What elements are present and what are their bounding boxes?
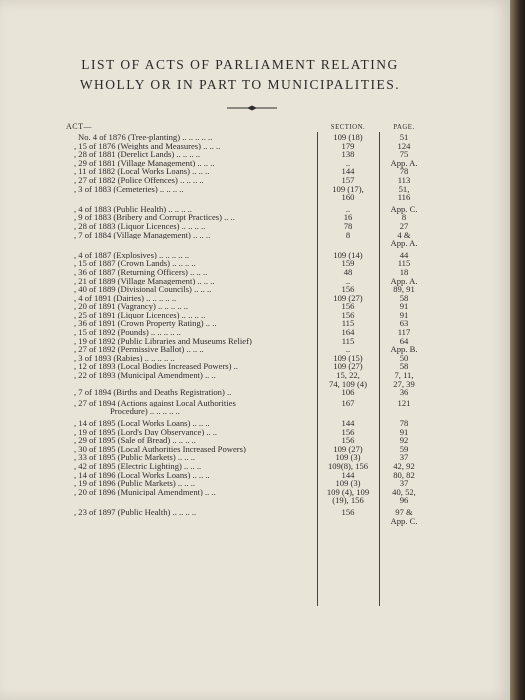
act-cell: , 21 of 1889 (Village Management) .. .. .. — [74, 276, 215, 286]
page-cell: 117 — [397, 327, 411, 338]
act-cell: , 36 of 1887 (Returning Officers) .. .. .. — [74, 267, 208, 277]
page-cell: App. A. — [390, 157, 418, 168]
table-row — [64, 453, 434, 462]
act-cell: , 27 of 1882 (Police Offences) .. .. .. .. — [74, 175, 204, 185]
page-cell: 7, 11, — [394, 370, 414, 381]
page-cell: 89, 91 — [393, 284, 415, 295]
page-cell: 58 — [399, 292, 409, 303]
page-cell: 124 — [397, 140, 411, 151]
act-cell: , 14 of 1895 (Local Works Loans) .. .. .. — [74, 419, 210, 428]
section-cell: .. — [345, 157, 351, 168]
act-cell: , 23 of 1897 (Public Health) .. .. .. .. — [74, 507, 197, 517]
table-row — [64, 354, 434, 363]
section-cell: 156 — [341, 301, 355, 312]
section-cell: 160 — [341, 192, 355, 203]
table-row — [64, 471, 434, 480]
page-cell: 91 — [399, 301, 409, 312]
section-cell: 144 — [341, 418, 355, 428]
page-cell: 37 — [399, 478, 409, 489]
section-cell: 109 (18) — [333, 132, 363, 142]
section-cell: 74, 109 (4) — [329, 378, 367, 389]
act-cell: , 30 of 1895 (Local Authorities Increased Powers) — [74, 444, 246, 454]
page-title-line-1: LIST OF ACTS OF PARLIAMENT RELATING — [81, 57, 399, 72]
act-cell: , 20 of 1896 (Municipal Amendment) .. .. — [74, 487, 216, 497]
section-cell: 109(8), 156 — [327, 460, 369, 471]
act-cell: , 15 of 1892 (Pounds) .. .. .. .. .. — [74, 328, 181, 337]
act-cell: , 15 of 1876 (Weights and Measures) .. .. .. — [74, 141, 221, 151]
page-cell: 51 — [399, 132, 409, 142]
table-row — [64, 239, 434, 248]
table-body — [64, 133, 434, 525]
table-row — [64, 517, 434, 526]
act-cell: , 4 of 1887 (Explosives) .. .. .. .. .. — [74, 250, 190, 260]
acts-table — [64, 122, 434, 525]
act-cell: , 19 of 1892 (Public Libraries and Museums Relief) — [74, 336, 252, 346]
section-cell: 48 — [343, 266, 353, 277]
act-cell: , 27 of 1894 (Actions against Local Authorities — [74, 398, 236, 408]
section-cell: .. — [345, 275, 351, 286]
act-cell: , 15 of 1887 (Crown Lands) .. .. .. .. — [74, 259, 196, 268]
table-row — [64, 259, 434, 268]
section-cell: 8 — [345, 229, 351, 240]
page-cell: 75 — [399, 149, 409, 160]
table-row — [64, 294, 434, 303]
page-cell: 51, — [398, 183, 410, 194]
table-row — [64, 496, 434, 505]
ornament-divider-icon — [227, 105, 277, 111]
table-row — [64, 133, 434, 142]
section-cell: 156 — [341, 435, 355, 446]
act-cell: , 11 of 1882 (Local Works Loans) .. .. .. — [74, 167, 210, 176]
table-row — [64, 380, 434, 389]
page-cell: 27, 39 — [393, 378, 415, 389]
section-cell: (19), 156 — [332, 495, 364, 506]
table-row — [64, 407, 434, 416]
act-cell: , 7 of 1894 (Births and Deaths Registration) .. — [74, 388, 232, 397]
section-cell: 179 — [341, 140, 355, 151]
section-cell: .. — [345, 344, 351, 355]
page-cell: 44 — [399, 249, 409, 260]
section-cell: 156 — [341, 284, 355, 295]
act-cell: , 27 of 1892 (Permissive Ballot) .. .. .. — [74, 345, 204, 354]
section-cell: 138 — [341, 149, 355, 160]
table-row — [64, 488, 434, 497]
section-cell: 164 — [341, 327, 355, 338]
act-cell: , 42 of 1895 (Electric Lighting) .. .. .. — [74, 461, 202, 471]
page-cell: App. A. — [390, 275, 418, 286]
section-cell: 109 (3) — [335, 452, 361, 463]
section-cell: 115 — [341, 318, 355, 329]
table-row — [64, 436, 434, 445]
act-cell: , 19 of 1896 (Public Markets) .. .. .. — [74, 479, 196, 488]
act-cell: , 36 of 1891 (Crown Property Rating) .. .. — [74, 319, 217, 329]
page-cell: 115 — [397, 258, 411, 269]
section-cell: 109 (27) — [333, 443, 363, 454]
act-cell: , 12 of 1893 (Local Bodies Increased Powers) .. — [74, 362, 238, 372]
table-row — [64, 337, 434, 346]
section-cell: 115 — [341, 335, 355, 346]
act-cell: , 9 of 1883 (Bribery and Corrupt Practices) .. .. — [74, 213, 235, 222]
table-row — [64, 399, 434, 408]
page-cell: 58 — [399, 361, 409, 372]
act-cell: , 22 of 1893 (Municipal Amendment) .. .. — [74, 371, 216, 380]
act-cell: , 28 of 1881 (Derelict Lands) .. .. .. .. — [74, 150, 201, 159]
act-cell: , 25 of 1891 (Liquor Licences) .. .. .. .. — [74, 310, 206, 320]
table-row — [64, 371, 434, 380]
act-cell: No. 4 of 1876 (Tree-planting) .. .. .. .. .. — [78, 133, 213, 142]
table-row — [64, 231, 434, 240]
table-row — [64, 428, 434, 437]
section-cell: 156 — [341, 506, 355, 517]
section-cell: 159 — [341, 258, 355, 269]
act-cell: , 3 of 1893 (Rabies) .. .. .. .. .. — [74, 353, 175, 363]
table-row — [64, 150, 434, 159]
table-row — [64, 222, 434, 231]
page-cell: 42, 92 — [393, 460, 415, 471]
section-cell: 156 — [341, 309, 355, 320]
page-title-line-2: WHOLLY OR IN PART TO MUNICIPALITIES. — [79, 77, 401, 92]
act-cell: , 29 of 1881 (Village Management) .. .. .. — [74, 158, 215, 168]
page-cell: App. A. — [390, 238, 418, 249]
table-row — [64, 167, 434, 176]
page-cell: App. C. — [390, 515, 418, 526]
page-cell: 121 — [397, 397, 411, 408]
page-cell: 64 — [399, 335, 409, 346]
page-cell: 91 — [399, 426, 409, 437]
section-cell: .. — [345, 203, 351, 214]
page-cell: 4 & — [397, 229, 411, 240]
act-cell: , 3 of 1883 (Cemeteries) .. .. .. .. — [74, 184, 184, 194]
section-cell: 144 — [341, 469, 355, 480]
act-cell: , 28 of 1883 (Liquor Licences) .. .. .. .. — [74, 221, 206, 231]
section-cell: 109 (17), — [332, 183, 364, 194]
table-row — [64, 205, 434, 214]
act-cell: , 20 of 1891 (Vagrancy) .. .. .. .. .. — [74, 302, 189, 311]
page-cell: App. C. — [390, 203, 418, 214]
page-cell: 8 — [401, 212, 407, 223]
act-cell: , 4 of 1891 (Dairies) .. .. .. .. .. — [74, 293, 177, 303]
table-row — [64, 251, 434, 260]
table-row — [64, 142, 434, 151]
table-row — [64, 302, 434, 311]
page-cell: 50 — [399, 352, 409, 363]
section-cell: 109 (4), 109 — [326, 486, 370, 497]
act-cell: , 14 of 1896 (Local Works Loans) .. .. .. — [74, 470, 210, 480]
section-cell: 15, 22, — [336, 370, 360, 381]
table-row — [64, 319, 434, 328]
page-cell: 37 — [399, 452, 409, 463]
table-row — [64, 388, 434, 397]
section-cell: 109 (15) — [333, 352, 363, 363]
section-cell: 109 (14) — [333, 249, 363, 260]
table-row — [64, 508, 434, 517]
table-row — [64, 362, 434, 371]
table-row — [64, 479, 434, 488]
section-cell: 16 — [343, 212, 353, 223]
section-cell: 106 — [341, 387, 355, 398]
page-cell: 116 — [397, 192, 411, 203]
section-cell: 144 — [341, 166, 355, 177]
act-column-header: ACT— — [66, 122, 92, 131]
section-cell: 78 — [343, 220, 353, 231]
book-spine-edge — [510, 0, 525, 700]
table-row — [64, 462, 434, 471]
act-cell: Procedure) .. .. .. .. .. — [110, 407, 180, 416]
table-row — [64, 285, 434, 294]
act-cell: , 7 of 1884 (Village Management) .. .. .. — [74, 230, 211, 240]
table-row — [64, 277, 434, 286]
table-row — [64, 445, 434, 454]
table-row — [64, 213, 434, 222]
table-row — [64, 159, 434, 168]
section-cell: 109 (27) — [333, 292, 363, 303]
table-row — [64, 193, 434, 202]
table-row — [64, 311, 434, 320]
table-row — [64, 328, 434, 337]
page-cell: 113 — [397, 174, 411, 185]
page-cell: 27 — [399, 220, 409, 231]
page-cell: 36 — [399, 387, 409, 398]
section-cell: 157 — [341, 174, 355, 185]
act-cell: , 33 of 1895 (Public Markets) .. .. .. — [74, 453, 196, 462]
page-cell: 78 — [399, 166, 409, 177]
page-cell: 92 — [399, 435, 409, 446]
page-cell: 97 & — [395, 506, 413, 517]
page-cell: 40, 52, — [392, 486, 416, 497]
page-cell: 96 — [399, 495, 409, 506]
page-cell: 91 — [399, 309, 409, 320]
page-cell: 80, 82 — [393, 469, 415, 480]
page-column-header: PAGE. — [393, 124, 415, 131]
act-cell: , 29 of 1895 (Sale of Bread) .. .. .. .. — [74, 436, 196, 445]
section-cell: 109 (27) — [333, 361, 363, 372]
page-cell: 63 — [399, 318, 409, 329]
page-cell: 78 — [399, 418, 409, 428]
page-cell: 18 — [399, 266, 409, 277]
section-column-header: SECTION. — [330, 124, 366, 131]
section-cell: 156 — [341, 426, 355, 437]
page-cell: 59 — [399, 443, 409, 454]
act-cell: , 19 of 1895 (Lord's Day Observance) .. .. — [74, 427, 218, 437]
table-row — [64, 268, 434, 277]
section-cell: 167 — [341, 397, 355, 408]
table-row — [64, 176, 434, 185]
table-row — [64, 419, 434, 428]
section-cell: 109 (3) — [335, 478, 361, 489]
table-row — [64, 345, 434, 354]
act-cell: , 4 of 1883 (Public Health) .. .. .. .. — [74, 204, 192, 214]
act-cell: , 40 of 1889 (Divisional Councils) .. .. .. — [74, 285, 212, 294]
page-cell: App. B. — [390, 344, 418, 355]
table-row — [64, 185, 434, 194]
